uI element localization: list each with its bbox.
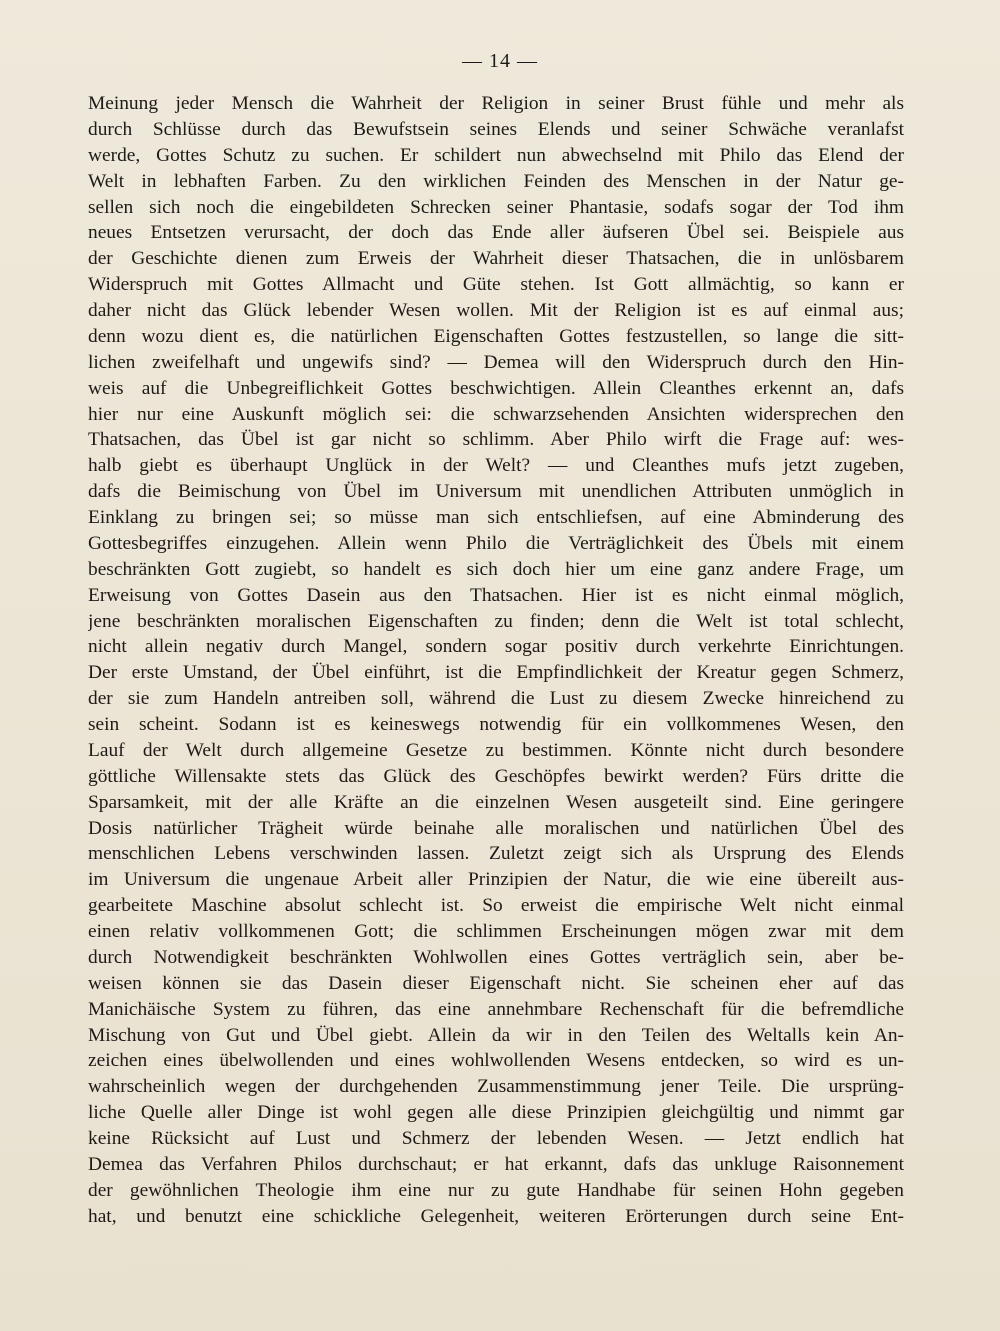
text-line: Der erste Umstand, der Übel einführt, ist die Empfindlichkeit der Kreatur gegen Schmerz,	[88, 662, 904, 684]
text-line: hier nur eine Auskunft möglich sei: die schwarzsehenden Ansichten widersprechen den	[88, 403, 904, 425]
text-line: Widerspruch mit Gottes Allmacht und Güte stehen. Ist Gott allmächtig, so kann er	[88, 274, 904, 296]
text-line: im Universum die ungenaue Arbeit aller Prinzipien der Natur, die wie eine übereilt aus-	[88, 869, 904, 891]
text-line: der gewöhnlichen Theologie ihm eine nur zu gute Handhabe für seinen Hohn gegeben	[88, 1179, 904, 1201]
text-line: nicht allein negativ durch Mangel, sondern sogar positiv durch verkehrte Einrichtungen.	[88, 636, 904, 658]
text-line: Welt in lebhaften Farben. Zu den wirklichen Feinden des Menschen in der Natur ge-	[88, 170, 904, 192]
text-line: dafs die Beimischung von Übel im Universum mit unendlichen Attributen unmöglich in	[88, 481, 904, 503]
text-line: durch Notwendigkeit beschränkten Wohlwollen eines Gottes verträglich sein, aber be-	[88, 946, 904, 968]
text-line: Manichäische System zu führen, das eine annehmbare Rechenschaft für die befremdliche	[88, 998, 904, 1020]
text-line: Einklang zu bringen sei; so müsse man sich entschliefsen, auf eine Abminderung des	[88, 507, 904, 528]
text-line: Mischung von Gut und Übel giebt. Allein da wir in den Teilen des Weltalls kein An-	[88, 1024, 904, 1046]
text-line: lichen zweifelhaft und ungewifs sind? — Demea will den Widerspruch durch den Hin-	[88, 351, 904, 373]
text-line: weis auf die Unbegreiflichkeit Gottes beschwichtigen. Allein Cleanthes erkennt an, dafs	[88, 377, 904, 399]
text-line: hat, und benutzt eine schickliche Gelegenheit, weiteren Erörterungen durch seine Ent-	[88, 1205, 904, 1227]
text-line: Sparsamkeit, mit der alle Kräfte an die einzelnen Wesen ausgeteilt sind. Eine geringere	[88, 791, 904, 813]
text-line: menschlichen Lebens verschwinden lassen. Zuletzt zeigt sich als Ursprung des Elends	[88, 843, 904, 865]
text-line: sellen sich noch die eingebildeten Schrecken seiner Phantasie, sodafs sogar der Tod ihm	[88, 196, 904, 218]
text-line: keine Rücksicht auf Lust und Schmerz der lebenden Wesen. — Jetzt endlich hat	[88, 1128, 904, 1149]
text-line: Meinung jeder Mensch die Wahrheit der Religion in seiner Brust fühle und mehr als	[88, 93, 904, 114]
text-line: neues Entsetzen verursacht, der doch das Ende aller äufseren Übel sei. Beispiele aus	[88, 222, 904, 244]
page-number: — 14 —	[462, 50, 538, 72]
text-line: einen relativ vollkommenen Gott; die schlimmen Erscheinungen mögen zwar mit dem	[88, 921, 904, 942]
text-line: der Geschichte dienen zum Erweis der Wahrheit dieser Thatsachen, die in unlösbarem	[88, 248, 904, 270]
text-line: liche Quelle aller Dinge ist wohl gegen alle diese Prinzipien gleichgültig und nimmt gar	[88, 1102, 904, 1124]
text-line: denn wozu dient es, die natürlichen Eigenschaften Gottes festzustellen, so lange die sitt-	[88, 325, 904, 347]
text-line: der sie zum Handeln antreiben soll, während die Lust zu diesem Zwecke hinreichend zu	[88, 688, 904, 710]
text-line: weisen können sie das Dasein dieser Eigenschaft nicht. Sie scheinen eher auf das	[88, 972, 904, 994]
text-line: gearbeitete Maschine absolut schlecht ist. So erweist die empirische Welt nicht einmal	[88, 895, 904, 917]
text-line: Thatsachen, das Übel ist gar nicht so schlimm. Aber Philo wirft die Frage auf: wes-	[88, 429, 904, 451]
text-line: Dosis natürlicher Trägheit würde beinahe alle moralischen und natürlichen Übel des	[88, 817, 904, 839]
body-text	[88, 91, 904, 1230]
text-line: göttliche Willensakte stets das Glück des Geschöpfes bewirkt werden? Fürs dritte die	[88, 765, 904, 787]
text-line: jene beschränkten moralischen Eigenschaften zu finden; denn die Welt ist total schlecht,	[88, 610, 904, 632]
text-line: daher nicht das Glück lebender Wesen wollen. Mit der Religion ist es auf einmal aus;	[88, 300, 904, 321]
text-line: zeichen eines übelwollenden und eines wohlwollenden Wesens entdecken, so wird es un-	[88, 1050, 904, 1072]
text-line: Lauf der Welt durch allgemeine Gesetze zu bestimmen. Könnte nicht durch besondere	[88, 739, 904, 761]
text-line: durch Schlüsse durch das Bewufstsein seines Elends und seiner Schwäche veranlafst	[88, 118, 904, 140]
text-line: Gottesbegriffes einzugehen. Allein wenn Philo die Verträglichkeit des Übels mit einem	[88, 532, 904, 554]
text-line: Demea das Verfahren Philos durchschaut; er hat erkannt, dafs das unkluge Raisonnement	[88, 1153, 904, 1175]
text-line: sein scheint. Sodann ist es keineswegs notwendig für ein vollkommenes Wesen, den	[88, 714, 904, 735]
text-line: werde, Gottes Schutz zu suchen. Er schildert nun abwechselnd mit Philo das Elend der	[88, 144, 904, 166]
text-line: beschränkten Gott zugiebt, so handelt es sich doch hier um eine ganz andere Frage, um	[88, 558, 904, 580]
text-line: halb giebt es überhaupt Unglück in der Welt? — und Cleanthes mufs jetzt zugeben,	[88, 455, 904, 477]
text-line: Erweisung von Gottes Dasein aus den Thatsachen. Hier ist es nicht einmal möglich,	[88, 584, 904, 606]
text-line: wahrscheinlich wegen der durchgehenden Zusammenstimmung jener Teile. Die ursprüng-	[88, 1076, 904, 1098]
